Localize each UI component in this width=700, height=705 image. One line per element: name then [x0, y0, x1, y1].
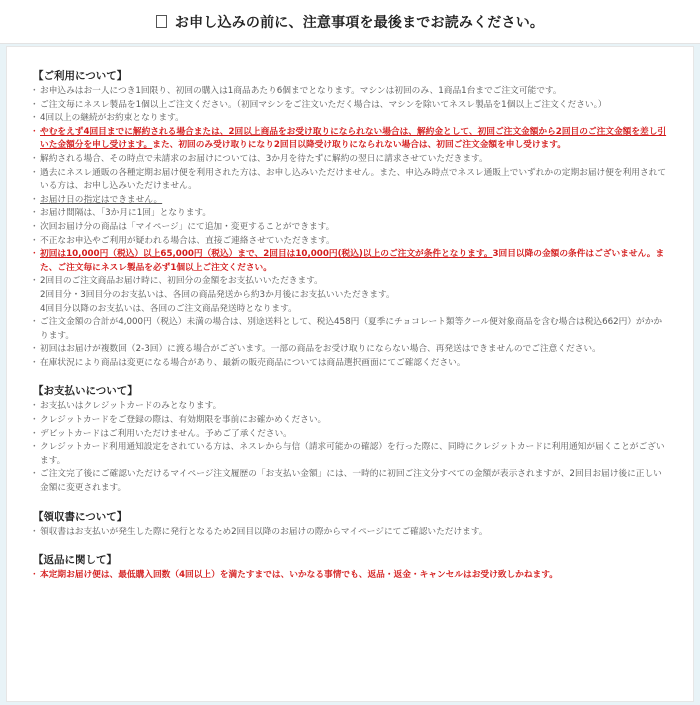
list-item: ・ 過去にネスレ通販の各種定期お届け便を利用された方は、お申し込みいただけません。また、申込み時点でネスレ通販上でいずれかの定期お届け便を利用されている方は、お申し込みいただけません。: [33, 167, 669, 194]
usage-list: [33, 85, 669, 370]
returns-section: [33, 553, 669, 583]
list-item: ・ 領収書はお支払いが発生した際に発行となるため2回目以降のお届けの際からマイページにてご確認いただけます。: [33, 526, 669, 540]
list-item: ・ クレジットカードをご登録の際は、有効期限を事前にお確かめください。: [33, 414, 669, 428]
list-item: ・ ご注文金額の合計が4,000円（税込）未満の場合は、別途送料として、税込458円（夏季にチョコレート類等クール便対象商品を含む場合は税込662円）がかかります。: [33, 316, 669, 343]
list-item: ・ 初回はお届けが複数回（2-3回）に渡る場合がございます。一部の商品をお受け取りにならない場合、再発送はできませんのでご注意ください。: [33, 343, 669, 357]
list-item: ・ クレジットカード利用通知設定をされている方は、ネスレから与信（請求可能かの確認）を行った際に、同時にクレジットカードに利用通知が届くことがございます。: [33, 441, 669, 468]
receipt-list: [33, 526, 669, 540]
section-title-returns: 【返品に関して】: [33, 554, 117, 567]
list-item: ・ 4回以上の継続がお約束となります。: [33, 112, 669, 126]
document-icon: [156, 15, 167, 28]
payment-list: [33, 400, 669, 495]
cancellation-warning: ・ やむをえず4回目までに解約される場合または、2回以上商品をお受け取りになられない場合は、解約金として、初回ご注文金額から2回目のご注文金額を差し引いた金額分を申し受けます。また、初回のみ受け取りになり2回目以降受け取りになられない場合は、初回ご注文金額を申し受けます。: [33, 126, 669, 153]
order-amount-condition: ・ 初回は10,000円（税込）以上65,000円（税込）まで、2回目は10,000円(税込)以上のご注文が条件となります。3回目以降の金額の条件はございません。また、ご注文毎にネスレ製品を必ず1個以上ご注文ください。: [33, 248, 669, 275]
receipt-section: [33, 510, 669, 540]
returns-list: [33, 569, 669, 583]
list-item: ・ お支払いはクレジットカードのみとなります。: [33, 400, 669, 414]
list-item: ・ ご注文完了後にご確認いただけるマイページ注文履歴の「お支払い金額」には、一時的に初回ご注文分すべての金額が表示されますが、2回目お届け後に正しい金額に変更されます。: [33, 468, 669, 495]
list-item: ・ 不正なお申込やご利用が疑われる場合は、直接ご連絡させていただきます。: [33, 235, 669, 249]
list-item: ・ お届け日の指定はできません。: [33, 194, 669, 208]
list-item: ・ 2回目のご注文商品お届け時に、初回分の金額をお支払いいただきます。 2回目分・3回目分のお支払いは、各回の商品発送から約3か月後にお支払いいただきます。 4回目分以降のお支払いは、各回のご注文商品発送時となります。: [33, 275, 669, 316]
payment-section: [33, 384, 669, 495]
section-title-payment: 【お支払いについて】: [33, 385, 138, 398]
list-item: ・ 次回お届け分の商品は「マイページ」にて追加・変更することができます。: [33, 221, 669, 235]
list-item: ・ 解約される場合、その時点で未請求のお届けについては、3か月を待たずに解約の翌日に請求させていただきます。: [33, 153, 669, 167]
list-item: ・ デビットカードはご利用いただけません。予めご了承ください。: [33, 428, 669, 442]
list-item: ・ 本定期お届け便は、最低購入回数（4回以上）を満たすまでは、いかなる事情でも、返品・返金・キャンセルはお受け致しかねます。: [33, 569, 669, 583]
page-title: お申し込みの前に、注意事項を最後までお読みください。: [174, 14, 545, 31]
list-item: ・ お申込みはお一人につき1回限り、初回の購入は1商品あたり6個までとなります。マシンは初回のみ、1商品1台までご注文可能です。: [33, 85, 669, 99]
list-item: ・ 在庫状況により商品は変更になる場合があり、最新の販売商品については商品選択画面にてご確認ください。: [33, 357, 669, 371]
section-title-receipt: 【領収書について】: [33, 510, 128, 523]
usage-section: [33, 69, 669, 370]
list-item: ・ お届け間隔は、「3か月に1回」となります。: [33, 207, 669, 221]
notice-panel[interactable]: [6, 46, 694, 702]
section-title-usage: 【ご利用について】: [33, 70, 128, 82]
list-item: ・ ご注文毎にネスレ製品を1個以上ご注文ください。（初回マシンをご注文いただく場合は、マシンを除いてネスレ製品を1個以上ご注文ください。）: [33, 99, 669, 113]
notice-header: [0, 0, 700, 44]
